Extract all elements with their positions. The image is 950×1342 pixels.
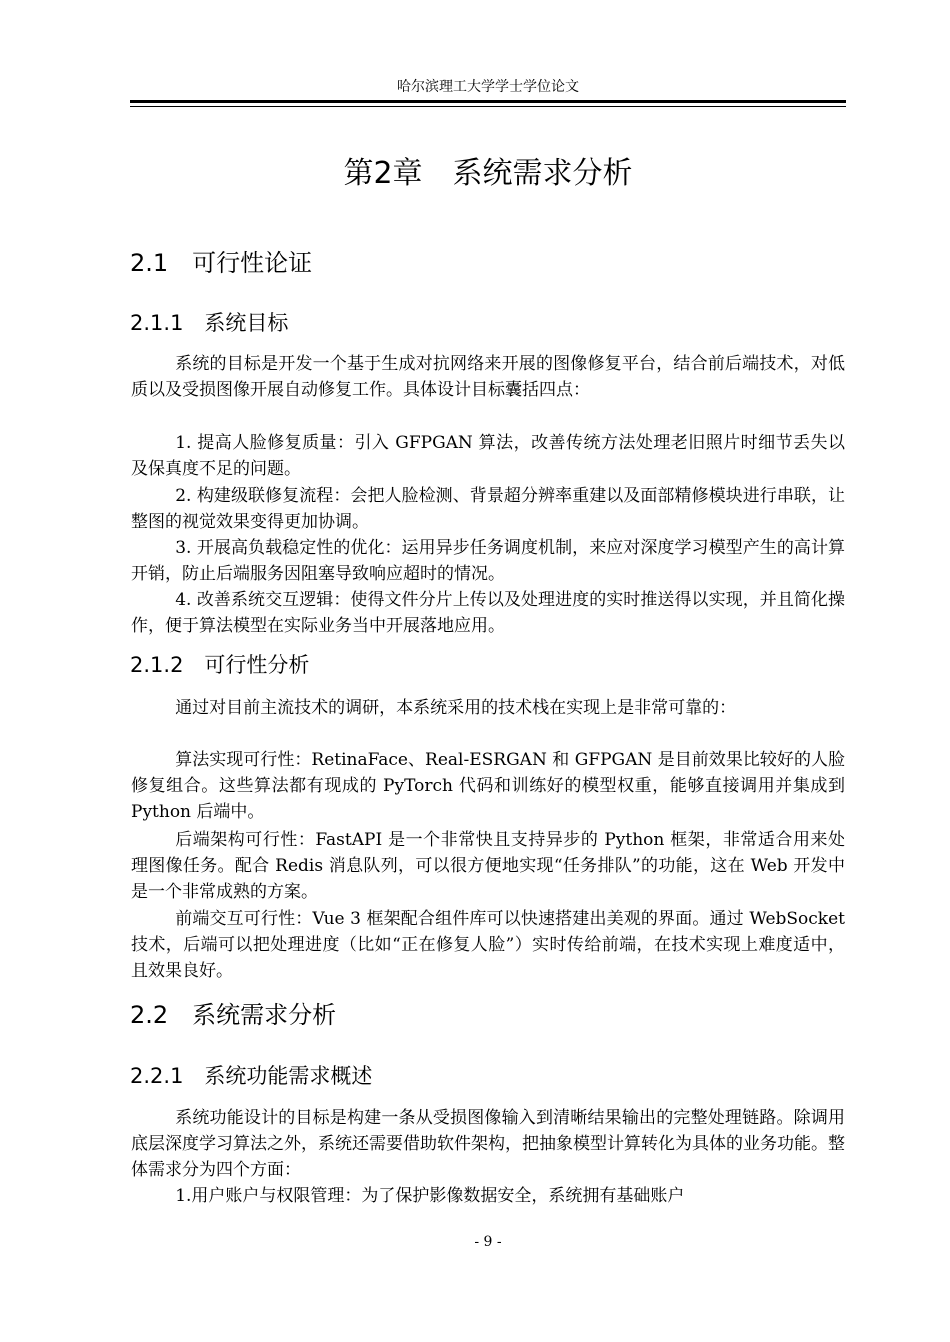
paragraph-feasibility-algorithm: 算法实现可行性：RetinaFace、Real-ESRGAN 和 GFPGAN 是目前效果比较好的人脸修复组合。这些算法都有现成的 PyTorch 代码和训练好的模型权重，能够直接调用并集成到 Python 后端中。: [131, 750, 845, 822]
header-rule-thick: [130, 100, 846, 103]
section-heading-2-1: 2.1 可行性论证: [130, 249, 313, 277]
paragraph-feasibility-backend: 后端架构可行性：FastAPI 是一个非常快且支持异步的 Python 框架，非常适合用来处理图像任务。配合 Redis 消息队列，可以很方便地实现“任务排队”的功能，这在 Web 开发中是一个非常成熟的方案。: [131, 830, 845, 902]
header-rule-thin: [130, 106, 846, 107]
subsection-heading-2-2-1: 2.2.1 系统功能需求概述: [130, 1064, 373, 1088]
paragraph-requirements-item-1: 1.用户账户与权限管理：为了保护影像数据安全，系统拥有基础账户: [175, 1186, 685, 1206]
paragraph-feasibility-frontend: 前端交互可行性：Vue 3 框架配合组件库可以快速搭建出美观的界面。通过 WebSocket 技术，后端可以把处理进度（比如“正在修复人脸”）实时传给前端，在技术实现上难度适中，且效果良好。: [131, 909, 845, 981]
paragraph-goal-item-2: 2. 构建级联修复流程：会把人脸检测、背景超分辨率重建以及面部精修模块进行串联，让整图的视觉效果变得更加协调。: [131, 486, 845, 532]
paragraph-goal-intro: 系统的目标是开发一个基于生成对抗网络来开展的图像修复平台，结合前后端技术，对低质以及受损图像开展自动修复工作。具体设计目标囊括四点：: [131, 354, 845, 400]
chapter-title: 第2章 系统需求分析: [343, 156, 633, 191]
page-number: - 9 -: [474, 1234, 502, 1250]
paragraph-feasibility-intro: 通过对目前主流技术的调研，本系统采用的技术栈在实现上是非常可靠的：: [175, 698, 737, 718]
subsection-heading-2-1-2: 2.1.2 可行性分析: [130, 653, 310, 677]
running-header: 哈尔滨理工大学学士学位论文: [397, 79, 579, 95]
paragraph-goal-item-1: 1. 提高人脸修复质量：引入 GFPGAN 算法，改善传统方法处理老旧照片时细节丢失以及保真度不足的问题。: [131, 433, 845, 479]
paragraph-goal-item-3: 3. 开展高负载稳定性的优化：运用异步任务调度机制，来应对深度学习模型产生的高计算开销，防止后端服务因阻塞导致响应超时的情况。: [131, 538, 845, 584]
paragraph-goal-item-4: 4. 改善系统交互逻辑：使得文件分片上传以及处理进度的实时推送得以实现，并且简化操作，便于算法模型在实际业务当中开展落地应用。: [131, 590, 845, 636]
section-heading-2-2: 2.2 系统需求分析: [130, 1001, 337, 1029]
paragraph-requirements-intro: 系统功能设计的目标是构建一条从受损图像输入到清晰结果输出的完整处理链路。除调用底层深度学习算法之外，系统还需要借助软件架构，把抽象模型计算转化为具体的业务功能。整体需求分为四个方面：: [131, 1108, 845, 1180]
subsection-heading-2-1-1: 2.1.1 系统目标: [130, 311, 289, 335]
